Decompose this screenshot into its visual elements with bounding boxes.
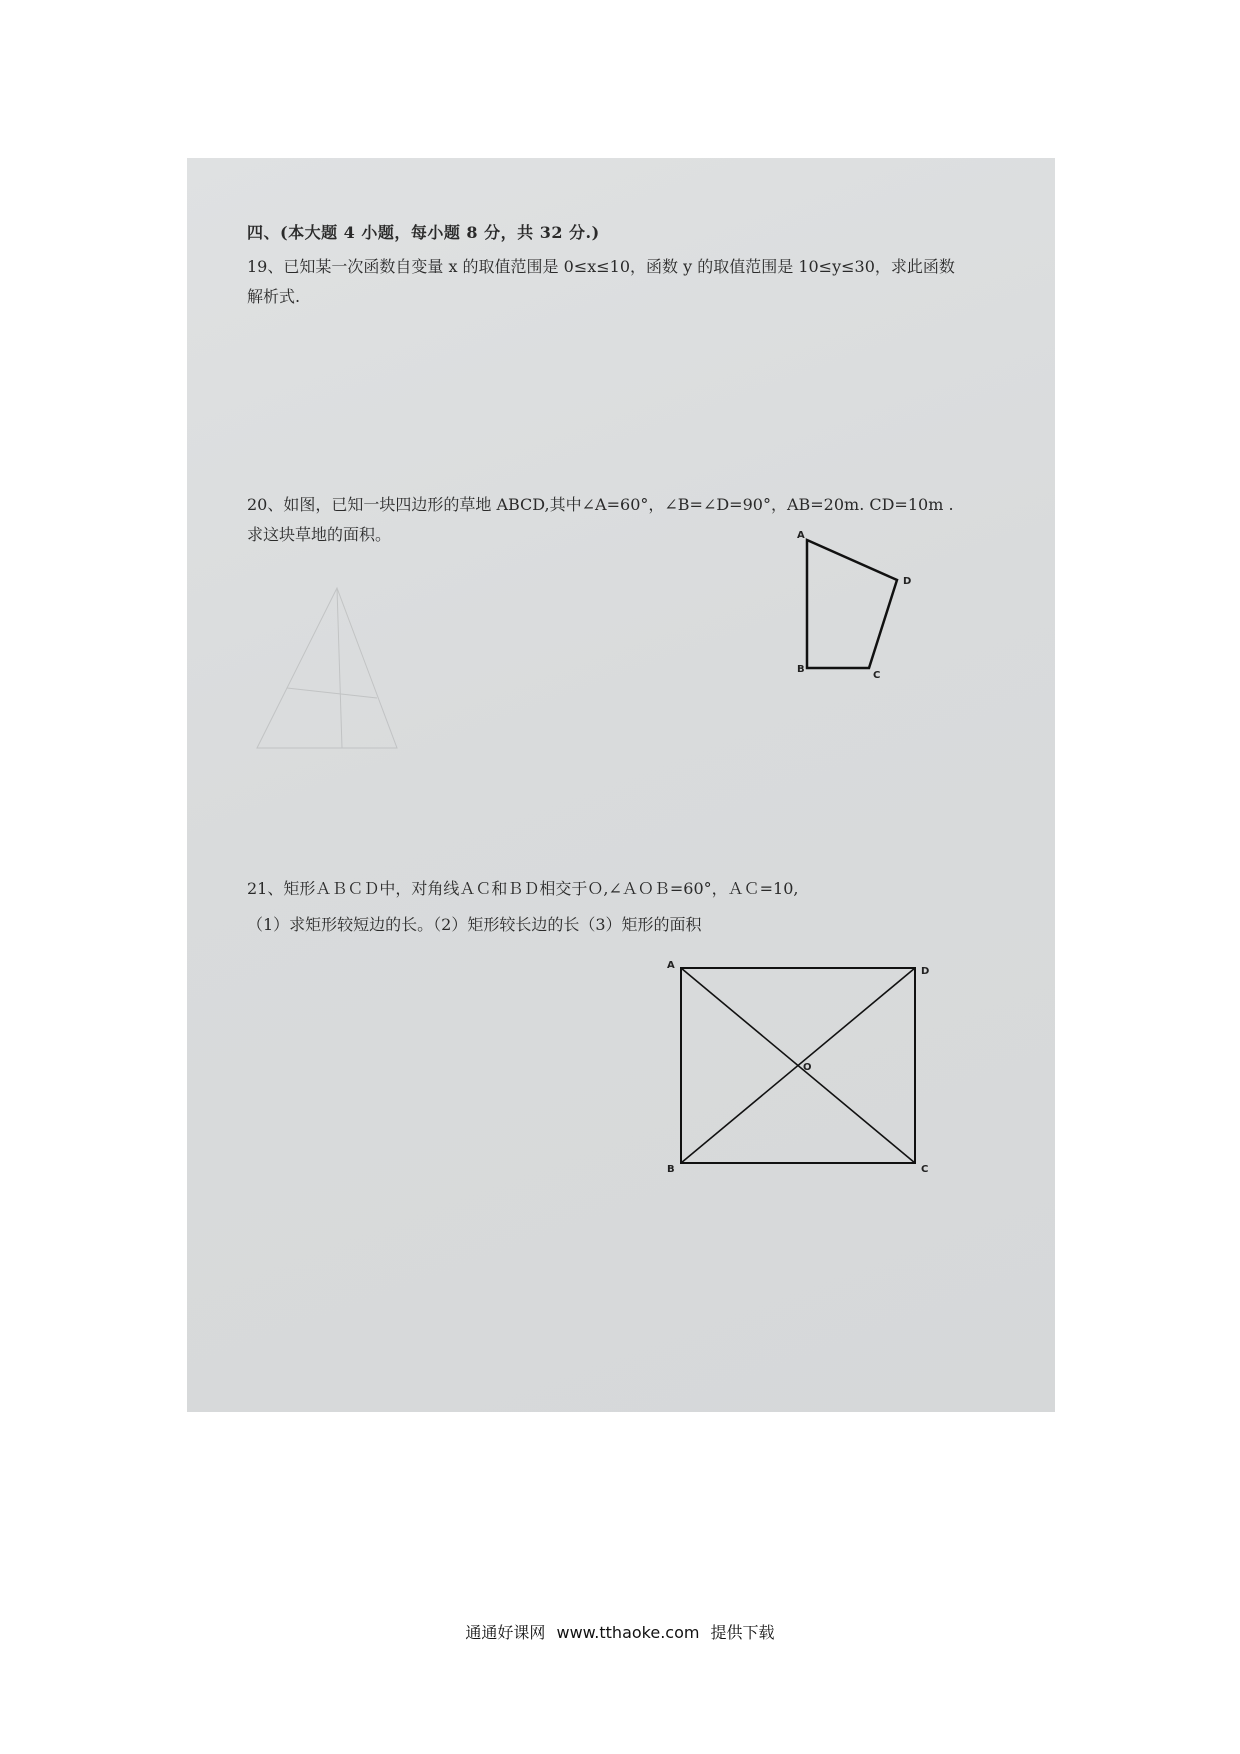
- question-19-text: 19、已知某一次函数自变量 x 的取值范围是 0≤x≤10，函数 y 的取值范围是 10≤y≤30，求此函数: [247, 257, 955, 276]
- question-21-text: 21、矩形ＡＢＣＤ中，对角线ＡＣ和ＢＤ相交于Ｏ,∠ＡＯＢ=60°，ＡＣ=10,: [247, 879, 799, 898]
- intersection-label-o: O: [803, 1062, 812, 1073]
- question-21-text-continued: （1）求矩形较短边的长。（2）矩形较长边的长（3）矩形的面积: [247, 915, 702, 934]
- quadrilateral-shape: [807, 540, 897, 668]
- vertex-label-d: D: [903, 576, 912, 587]
- vertex-label-b: B: [667, 1164, 675, 1173]
- rectangle-abcd-figure: [667, 958, 977, 1173]
- footer-download-note: 通通好课网 www.tthaoke.com 提供下载: [465, 1623, 775, 1642]
- section-heading: 四、(本大题 4 小题，每小题 8 分，共 32 分.): [247, 223, 600, 242]
- vertex-label-d: D: [921, 966, 930, 977]
- question-20-text-continued: 求这块草地的面积。: [247, 525, 392, 544]
- scanned-exam-page: [187, 158, 1055, 1412]
- faint-show-through-triangle: [247, 578, 407, 758]
- question-20-text: 20、如图，已知一块四边形的草地 ABCD,其中∠A=60°，∠B=∠D=90°，AB=20m. CD=10m .: [247, 495, 954, 514]
- vertex-label-a: A: [667, 960, 675, 971]
- vertex-label-a: A: [797, 530, 805, 541]
- quadrilateral-abcd-figure: [797, 526, 937, 681]
- vertex-label-b: B: [797, 664, 805, 675]
- vertex-label-c: C: [873, 670, 881, 681]
- question-19-text-continued: 解析式.: [247, 287, 301, 306]
- vertex-label-c: C: [921, 1164, 929, 1173]
